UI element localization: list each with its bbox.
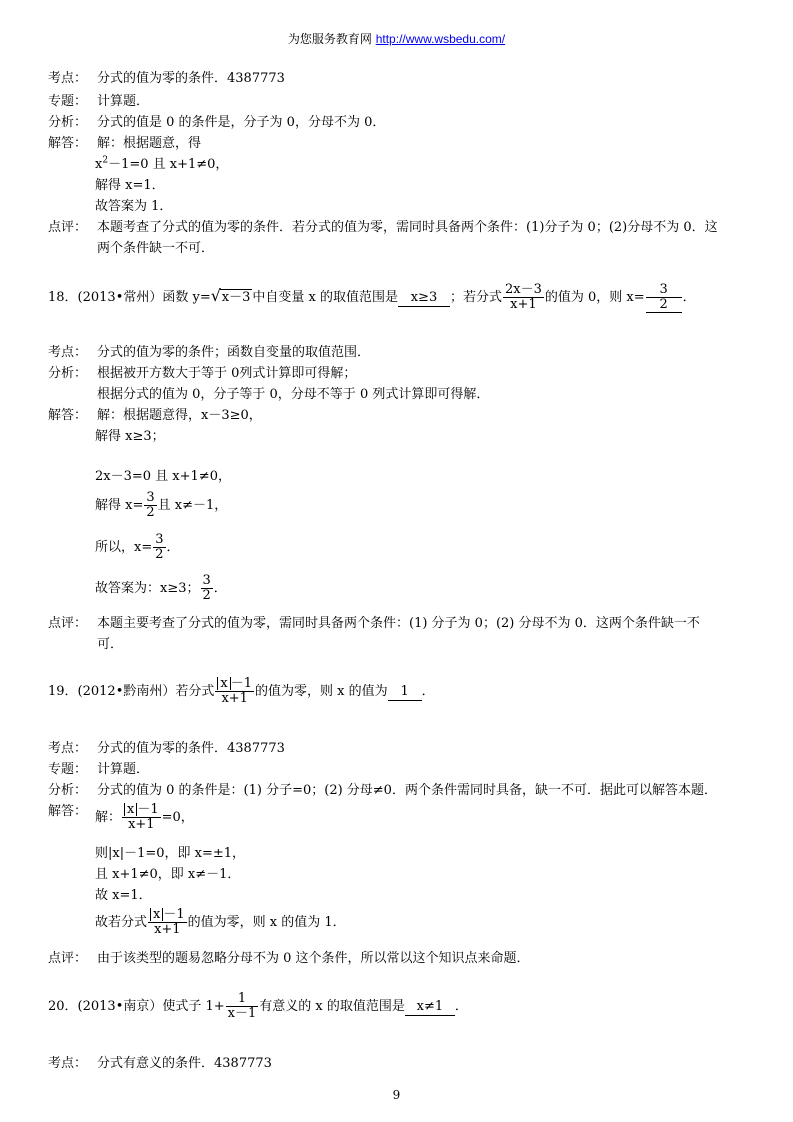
site-url-link[interactable]: http://www.wsbedu.com/ [375,32,506,46]
q19-jieda-5: 故若分式 $\frac{x -1}{x+1}$ 的值为零，则 x 的值为 1． [95,907,346,937]
q18-question [48,282,696,314]
q17-dianping-2: 两个条件缺一不可． [97,241,215,256]
q19-jieda-1: 解： $\frac{x -1}{x+1}$ =0， [95,802,194,832]
q19-jieda-4: 故 x=1． [95,888,152,903]
q19-kaodian: 分式的值为零的条件．4387773 [97,741,285,756]
q18-mid2: ；若分式 [449,290,502,305]
page-header [0,31,793,47]
q17-jieda-3: 解得 x=1． [95,178,165,193]
q18-mid3: 的值为 0，则 x= [544,290,645,305]
q20-kaodian: 分式有意义的条件．4387773 [97,1056,272,1071]
q19-dianping-label: 点评： [48,951,88,966]
q19-end: ． [421,684,435,699]
q17-jieda-1: 解：根据题意，得 [97,136,202,151]
q18-fraction: $\frac{2x-3}{x+1}$ [504,282,542,312]
q20-prefix: 20．(2013•南京）使式子 1+ [48,999,225,1014]
q17-zhuanti-label: 专题： [48,94,88,109]
q18-jieda-5-frac: $\frac{3}{2}$ [155,532,164,562]
q17-kaodian: 分式的值为零的条件．4387773 [97,71,285,86]
q19-question [48,676,435,708]
q19-answer: 1 [388,684,422,701]
q18-jieda-2: 解得 x≥3； [95,429,165,444]
site-name: 为您服务教育网 [287,32,372,46]
q18-dianping-label: 点评： [48,616,88,631]
q18-sqrt [211,282,253,314]
q18-fenxi-1: 根据被开方数大于等于 0列式计算即可得解； [97,366,357,381]
q18-jieda-3: 2x－3=0 且 x+1≠0， [95,469,231,484]
q18-jieda-4: 解得 x= $\frac{3}{2}$ 且 x≠－1， [95,490,228,520]
q18-fenxi-2: 根据分式的值为 0，分子等于 0，分母不等于 0 列式计算即可得解． [97,387,490,402]
q18-mid: 中自变量 x 的取值范围是 [252,290,398,305]
q17-dianping-label: 点评： [48,220,88,235]
q19-jieda-2: 则|x|－1=0，即 x=±1， [95,846,246,861]
q17-dianping-1: 本题考查了分式的值为零的条件．若分式的值为零，需同时具备两个条件：(1)分子为 0；(2)分母不为 0．这 [97,220,718,235]
q20-fraction: $\frac{1}{x-1}$ [227,991,257,1021]
q19-jieda-1-frac: $\frac{x -1}{x+1}$ [122,803,161,832]
q18-fenxi-label: 分析： [48,366,88,381]
q17-jieda-2-sup: 2 [102,155,109,166]
q18-prefix: 18．(2013•常州）函数 y= [48,290,211,305]
sqrt-icon: √ [210,286,221,305]
q19-zhuanti-label: 专题： [48,762,88,777]
q18-kaodian: 分式的值为零的条件；函数自变量的取值范围． [97,345,371,360]
q18-end: ． [682,290,696,305]
q19-fraction: $\frac{x -1}{x+1}$ [215,677,254,706]
q20-question [48,991,468,1023]
q18-kaodian-label: 考点： [48,345,88,360]
q18-jieda-6: 故答案为：x≥3； $\frac{3}{2}$ ． [95,573,227,603]
q18-dianping-2: 可． [97,637,124,652]
page-number: 9 [392,1088,401,1102]
q19-jieda-5-frac: $\frac{x -1}{x+1}$ [148,908,187,937]
q17-jieda-label: 解答： [48,136,88,151]
q17-jieda-2-rest: －1=0 且 x+1≠0， [108,157,229,172]
q17-fenxi-label: 分析： [48,115,88,130]
q17-fenxi: 分式的值是 0 的条件是，分子为 0，分母不为 0． [97,115,386,130]
q19-mid: 的值为零，则 x 的值为 [255,684,388,699]
q20-answer: x≠1 [405,999,455,1016]
q19-fenxi-label: 分析： [48,783,88,798]
q17-jieda-2-x: x [95,157,103,172]
q17-zhuanti: 计算题． [97,94,150,109]
q17-jieda-2 [95,157,228,173]
q17-kaodian-label: 考点： [48,71,88,86]
q19-jieda-label: 解答： [48,804,88,819]
q20-mid: 有意义的 x 的取值范围是 [259,999,405,1014]
q17-jieda-4: 故答案为 1． [95,199,173,214]
q19-zhuanti: 计算题． [97,762,150,777]
q18-dianping-1: 本题主要考查了分式的值为零，需同时具备两个条件：(1) 分子为 0；(2) 分母不为 0．这两个条件缺一不 [97,616,700,631]
q19-fenxi: 分式的值为 0 的条件是：(1) 分子=0；(2) 分母≠0．两个条件需同时具备，缺一不可．据此可以解答本题． [97,783,717,798]
q18-jieda-4-frac: $\frac{3}{2}$ [146,490,155,520]
q19-jieda-3: 且 x+1≠0，即 x≠－1． [95,867,241,882]
q18-sqrt-body: x－3 [221,290,251,305]
q18-answer-1: x≥3 [398,290,450,307]
q18-jieda-label: 解答： [48,408,88,423]
q18-answer-2: $\frac{3}{2}$ [646,283,682,313]
q19-prefix: 19．(2012•黔南州）若分式 [48,684,215,699]
q20-kaodian-label: 考点： [48,1056,88,1071]
q19-kaodian-label: 考点： [48,741,88,756]
q19-dianping: 由于该类型的题易忽略分母不为 0 这个条件，所以常以这个知识点来命题． [97,951,530,966]
q18-jieda-5: 所以，x= $\frac{3}{2}$ ． [95,532,180,562]
q18-jieda-1: 解：根据题意得，x－3≥0， [97,408,262,423]
q20-end: ． [454,999,468,1014]
q18-jieda-6-frac: $\frac{3}{2}$ [202,573,211,603]
